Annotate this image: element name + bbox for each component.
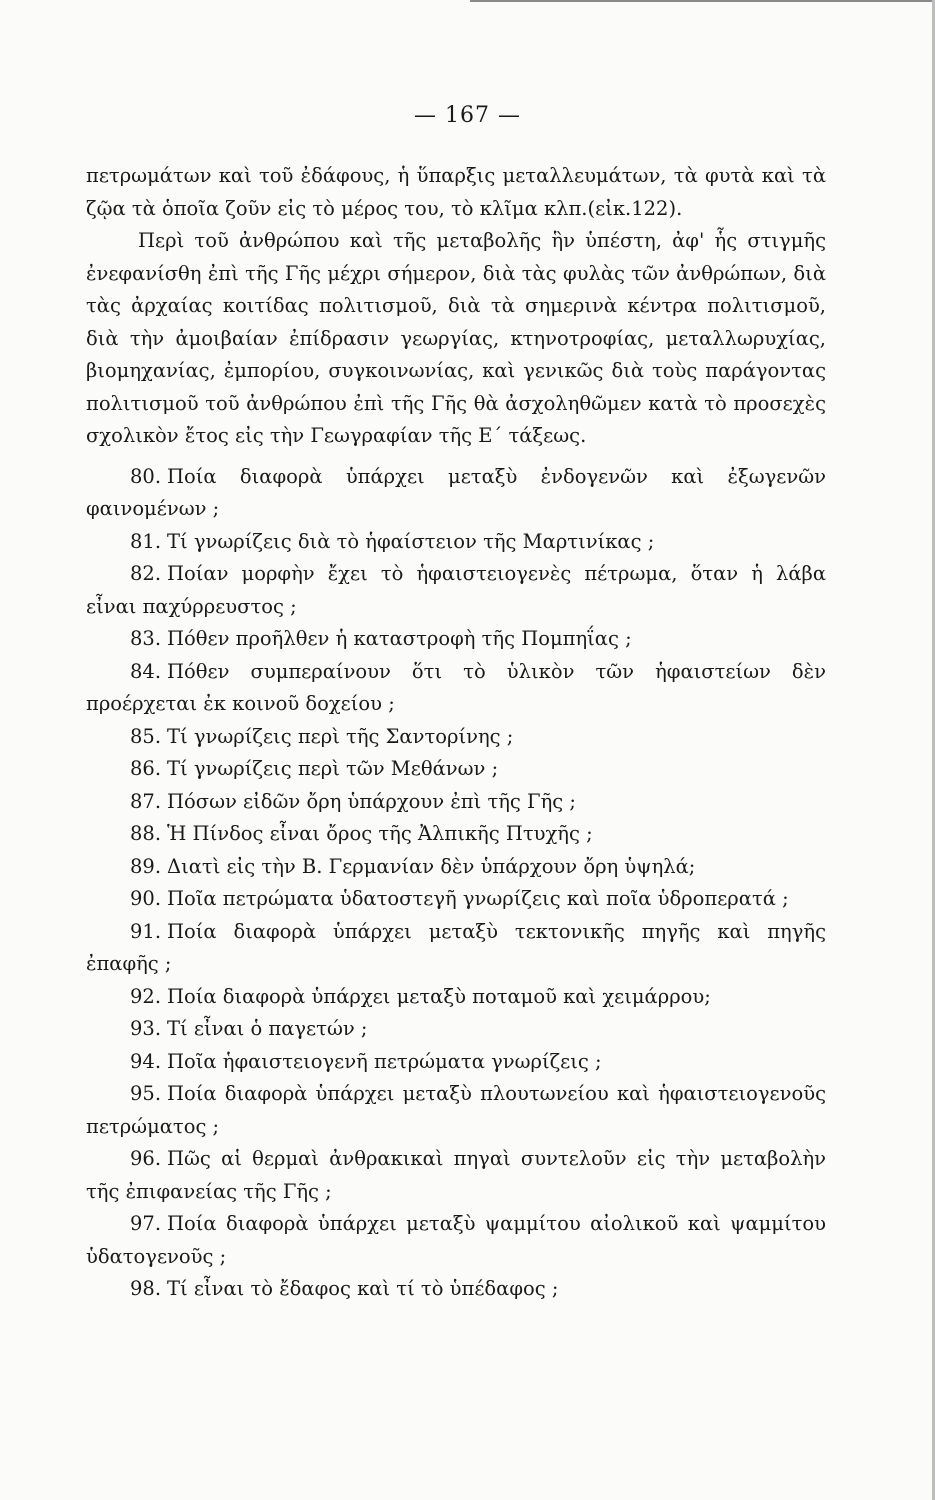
question-text: Πόσων εἰδῶν ὄρη ὑπάρχουν ἐπὶ τῆς Γῆς ;	[167, 789, 576, 813]
question-number: 80.	[130, 464, 162, 488]
question-number: 98.	[130, 1277, 162, 1300]
question-item	[86, 883, 826, 916]
question-item	[86, 818, 826, 851]
question-number: 89.	[130, 854, 162, 878]
question-item	[86, 1273, 826, 1306]
intro-paragraph: Περὶ τοῦ ἀνθρώπου καὶ τῆς μεταβολῆς ἣν ὑπέστη, ἀφ' ἧς στιγμῆς ἐνεφανίσθη ἐπὶ τῆς Γῆς μέχρι σήμερον, διὰ τὰς φυλὰς τῶν ἀνθρώπων, διὰ τὰς ἀρχαίας κοιτίδας πολιτισμοῦ, διὰ τὰ σημερινὰ κέντρα πολιτισμοῦ, διὰ τὴν ἀμοιβαίαν ἐπίδρασιν γεωργίας, κτηνοτροφίας, μεταλλωρυχίας, βιομηχανίας, ἐμπορίου, συγκοινωνίας, καὶ γενικῶς διὰ τοὺς παράγοντας πολιτισμοῦ τοῦ ἀνθρώπου ἐπὶ τῆς Γῆς θὰ ἀσχοληθῶμεν κατὰ τὸ προσεχὲς σχολικὸν ἔτος εἰς τὴν Γεωγραφίαν τῆς Ε΄ τάξεως.	[86, 229, 826, 447]
question-item	[86, 461, 826, 526]
question-number: 92.	[130, 984, 162, 1008]
question-number: 81.	[130, 529, 162, 553]
question-text: Τί γνωρίζεις περὶ τῶν Μεθάνων ;	[167, 757, 499, 780]
question-item	[86, 526, 826, 559]
question-text: Πόθεν συμπεραίνουν ὅτι τὸ ὑλικὸν τῶν ἡφαιστείων δὲν προέρχεται ἐκ κοινοῦ δοχείου ;	[86, 659, 826, 715]
question-list	[86, 461, 826, 1306]
question-item	[86, 558, 826, 623]
question-number: 90.	[130, 887, 162, 910]
question-text: Ποία διαφορὰ ὑπάρχει μεταξὺ ἐνδογενῶν καὶ ἐξωγενῶν φαινομένων ;	[86, 464, 826, 520]
question-text: Ποίαν μορφὴν ἔχει τὸ ἡφαιστειογενὲς πέτρωμα, ὅταν ἡ λάβα εἶναι παχύρρευστος ;	[86, 562, 826, 618]
question-item	[86, 721, 826, 754]
question-number: 84.	[130, 659, 162, 683]
question-text: Ποία διαφορὰ ὑπάρχει μεταξὺ πλουτωνείου καὶ ἡφαιστειογενοῦς πετρώματος ;	[86, 1082, 826, 1138]
question-text: Ποῖα πετρώματα ὑδατοστεγῆ γνωρίζεις καὶ ποῖα ὑδροπερατά ;	[167, 887, 789, 910]
question-text: Ποία διαφορὰ ὑπάρχει μεταξὺ ποταμοῦ καὶ χειμάρρου;	[167, 984, 711, 1008]
question-text: Τί γνωρίζεις διὰ τὸ ἡφαίστειον τῆς Μαρτινίκας ;	[167, 529, 655, 553]
question-number: 96.	[130, 1147, 162, 1170]
intro-continuation: πετρωμάτων καὶ τοῦ ἐδάφους, ἡ ὕπαρξις μεταλλευμάτων, τὰ φυτὰ καὶ τὰ ζῷα τὰ ὁποῖα ζοῦν εἰς τὸ μέρος του, τὸ κλῖμα κλπ.(εἰκ.122).	[86, 164, 826, 220]
question-number: 91.	[130, 919, 162, 943]
question-text: Τί εἶναι ὁ παγετών ;	[167, 1017, 368, 1040]
question-text: Πῶς αἱ θερμαὶ ἀνθρακικαὶ πηγαὶ συντελοῦν εἰς τὴν μεταβολὴν τῆς ἐπιφανείας τῆς Γῆς ;	[86, 1147, 826, 1203]
question-number: 88.	[130, 822, 162, 845]
question-item	[86, 851, 826, 884]
question-number: 85.	[130, 724, 162, 748]
question-text: Ποία διαφορὰ ὑπάρχει μεταξὺ τεκτονικῆς πηγῆς καὶ πηγῆς ἐπαφῆς ;	[86, 919, 826, 975]
question-item	[86, 916, 826, 981]
page-body	[86, 160, 826, 1306]
question-text: Ἡ Πίνδος εἶναι ὄρος τῆς Ἀλπικῆς Πτυχῆς ;	[167, 822, 593, 845]
question-item	[86, 623, 826, 656]
question-number: 95.	[130, 1082, 162, 1105]
question-item	[86, 656, 826, 721]
page-edge-line	[470, 0, 932, 8]
question-text: Πόθεν προῆλθεν ἡ καταστροφὴ τῆς Πομπηΐας ;	[167, 627, 632, 650]
question-number: 93.	[130, 1017, 162, 1040]
question-item	[86, 1143, 826, 1208]
question-text: Ποία διαφορὰ ὑπάρχει μεταξὺ ψαμμίτου αἰολικοῦ καὶ ψαμμίτου ὑδατογενοῦς ;	[86, 1212, 826, 1268]
spacer	[86, 453, 826, 461]
question-item	[86, 1208, 826, 1273]
question-number: 86.	[130, 757, 162, 780]
question-item	[86, 1078, 826, 1143]
question-text: Τί γνωρίζεις περὶ τῆς Σαντορίνης ;	[167, 724, 514, 748]
question-number: 87.	[130, 789, 162, 813]
question-number: 97.	[130, 1212, 162, 1235]
page-number: — 167 —	[414, 103, 521, 128]
question-number: 94.	[130, 1049, 162, 1073]
question-item	[86, 981, 826, 1014]
question-text: Ποῖα ἡφαιστειογενῆ πετρώματα γνωρίζεις ;	[167, 1049, 602, 1073]
question-item	[86, 1046, 826, 1079]
question-text: Τί εἶναι τὸ ἔδαφος καὶ τί τὸ ὑπέδαφος ;	[167, 1277, 559, 1300]
question-item	[86, 1013, 826, 1046]
question-number: 82.	[130, 562, 162, 585]
question-number: 83.	[130, 627, 162, 650]
question-item	[86, 753, 826, 786]
question-text: Διατὶ εἰς τὴν Β. Γερμανίαν δὲν ὑπάρχουν ὄρη ὑψηλά;	[167, 854, 696, 878]
question-item	[86, 786, 826, 819]
